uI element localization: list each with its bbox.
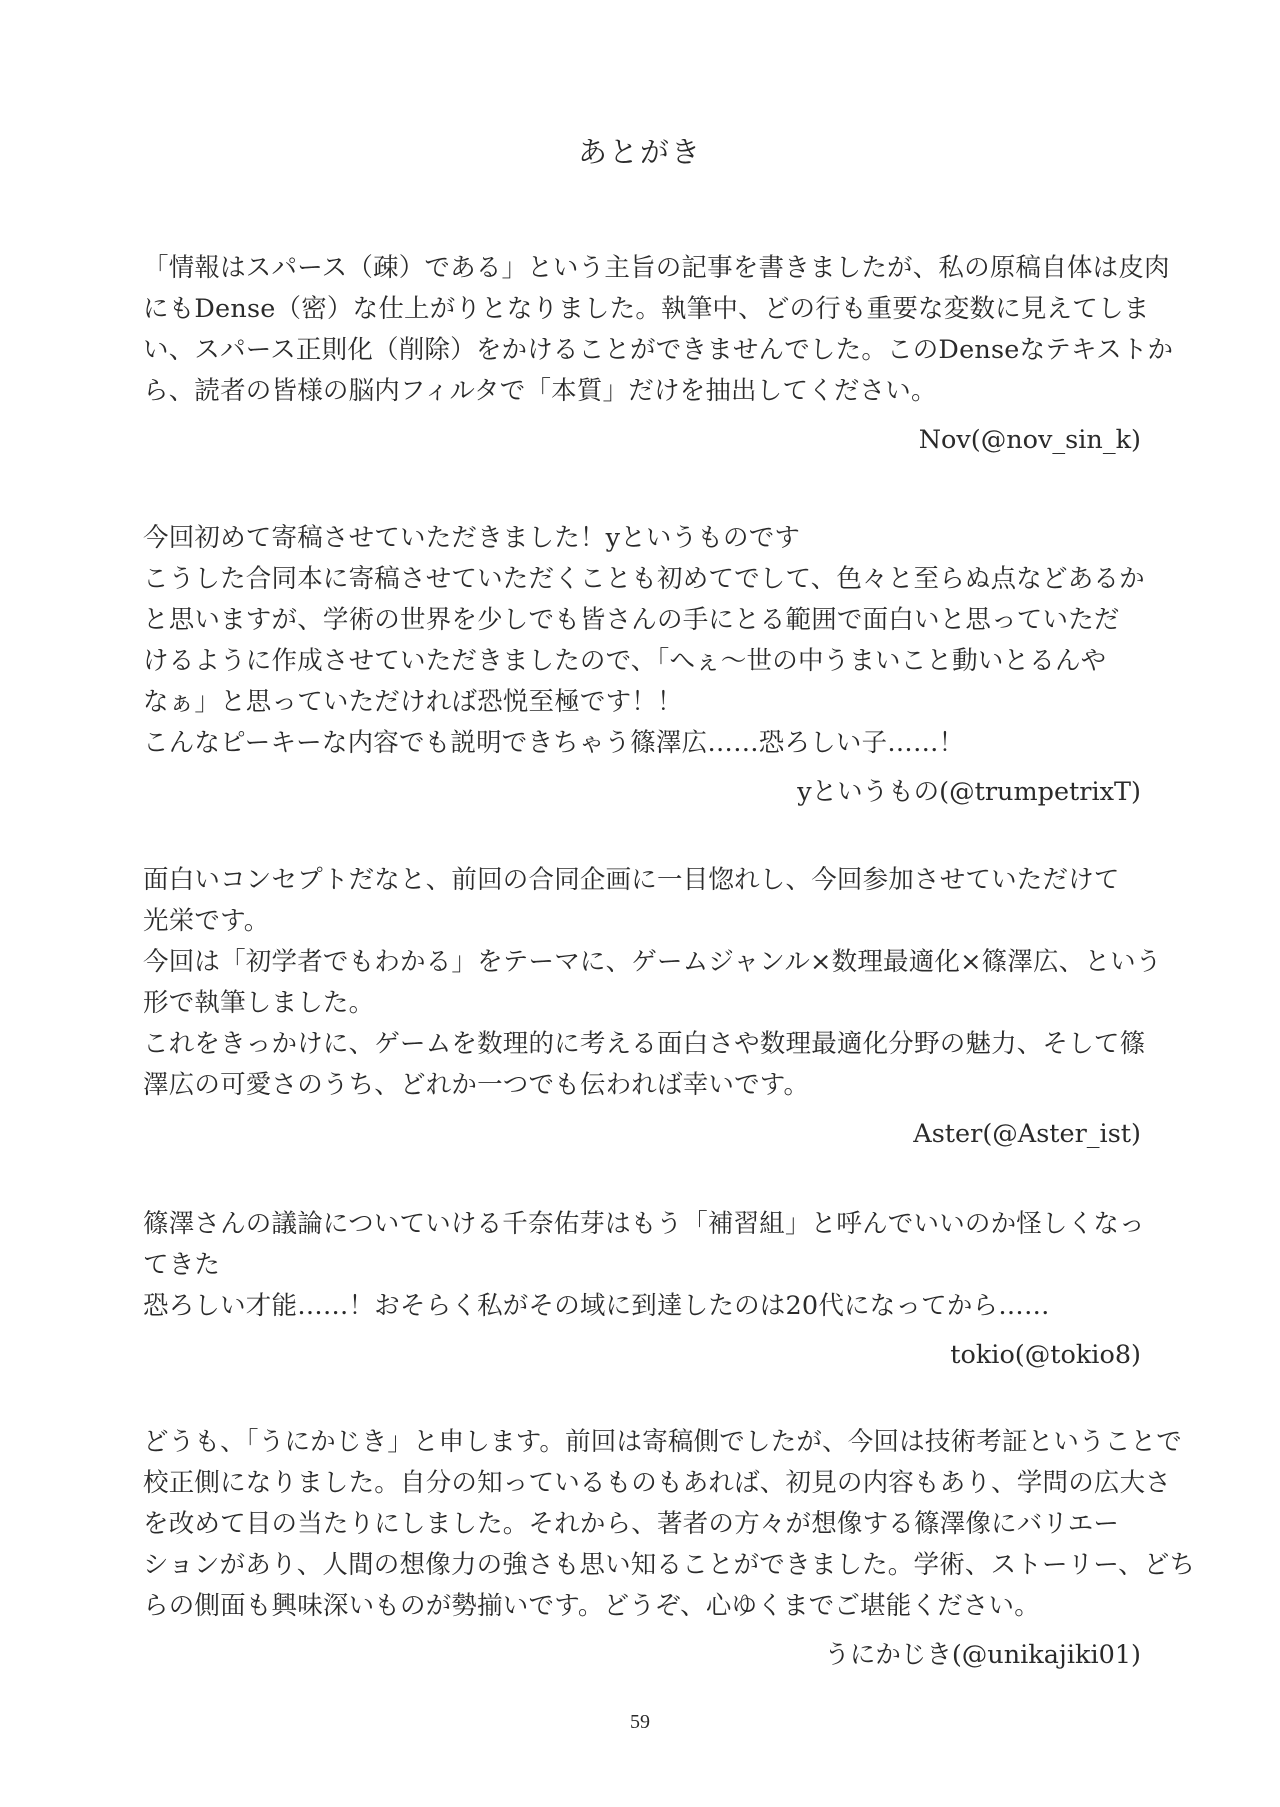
author-signature: Nov(@nov_sin_k) — [918, 425, 1141, 455]
paragraph-line: にもDense（密）な仕上がりとなりました。執筆中、どの行も重要な変数に見えてしま — [143, 294, 1150, 324]
paragraph-line: を改めて目の当たりにしました。それから、著者の方々が想像する篠澤像にバリエー — [143, 1509, 1120, 1539]
paragraph-line: こんなピーキーな内容でも説明できちゃう篠澤広……恐ろしい子……！ — [143, 728, 965, 758]
paragraph-line: 光栄です。 — [143, 906, 270, 936]
paragraph-line: 今回初めて寄稿させていただきました！yというものです — [143, 523, 801, 553]
author-signature: うにかじき(@unikajiki01) — [824, 1640, 1141, 1670]
afterword-entry — [143, 1422, 1196, 1675]
paragraph-line: 篠澤さんの議論についていける千奈佑芽はもう「補習組」と呼んでいいのか怪しくなっ — [143, 1209, 1145, 1239]
paragraph-line: 面白いコンセプトだなと、前回の合同企画に一目惚れし、今回参加させていただけて — [143, 865, 1120, 895]
page-title: あとがき — [577, 135, 702, 169]
author-signature: tokio(@tokio8) — [950, 1340, 1141, 1370]
paragraph-line: これをきっかけに、ゲームを数理的に考える面白さや数理最適化分野の魅力、そして篠 — [143, 1029, 1146, 1059]
afterword-entry — [143, 1204, 1145, 1375]
paragraph-line: こうした合同本に寄稿させていただくことも初めてでして、色々と至らぬ点などあるか — [143, 564, 1145, 594]
paragraph-line: なぁ」と思っていただければ恐悦至極です！！ — [143, 687, 683, 717]
paragraph-line: 校正側になりました。自分の知っているものもあれば、初見の内容もあり、学問の広大さ — [143, 1468, 1172, 1498]
paragraph-line: ら、読者の皆様の脳内フィルタで「本質」だけを抽出してください。 — [143, 376, 937, 406]
paragraph-line: 形で執筆しました。 — [143, 988, 375, 1018]
paragraph-line: らの側面も興味深いものが勢揃いです。どうぞ、心ゆくまでご堪能ください。 — [143, 1591, 1040, 1621]
author-signature: Aster(@Aster_ist) — [913, 1119, 1141, 1149]
afterword-entry — [143, 860, 1162, 1154]
page-number: 59 — [630, 1711, 650, 1733]
paragraph-line: い、スパース正則化（削除）をかけることができませんでした。このDenseなテキストか — [143, 335, 1174, 365]
author-signature: yというもの(@trumpetrixT) — [797, 777, 1141, 807]
paragraph-line: どうも、「うにかじき」と申します。前回は寄稿側でしたが、今回は技術考証ということで — [143, 1427, 1182, 1457]
afterword-entry — [143, 518, 1145, 812]
paragraph-line: けるように作成させていただきましたので、「へぇ〜世の中うまいこと動いとるんや — [143, 646, 1107, 676]
afterword-entry — [143, 248, 1174, 460]
paragraph-line: てきた — [143, 1250, 221, 1280]
paragraph-line: ションがあり、人間の想像力の強さも思い知ることができました。学術、ストーリー、どち — [143, 1550, 1196, 1580]
paragraph-line: 今回は「初学者でもわかる」をテーマに、ゲームジャンル×数理最適化×篠澤広、という — [143, 947, 1162, 977]
paragraph-line: 澤広の可愛さのうち、どれか一つでも伝われば幸いです。 — [143, 1070, 810, 1100]
paragraph-line: と思いますが、学術の世界を少しでも皆さんの手にとる範囲で面白いと思っていただ — [143, 605, 1120, 635]
paragraph-line: 「情報はスパース（疎）である」という主旨の記事を書きましたが、私の原稿自体は皮肉 — [143, 253, 1170, 283]
paragraph-line: 恐ろしい才能……！おそらく私がその域に到達したのは20代になってから…… — [143, 1291, 1050, 1321]
